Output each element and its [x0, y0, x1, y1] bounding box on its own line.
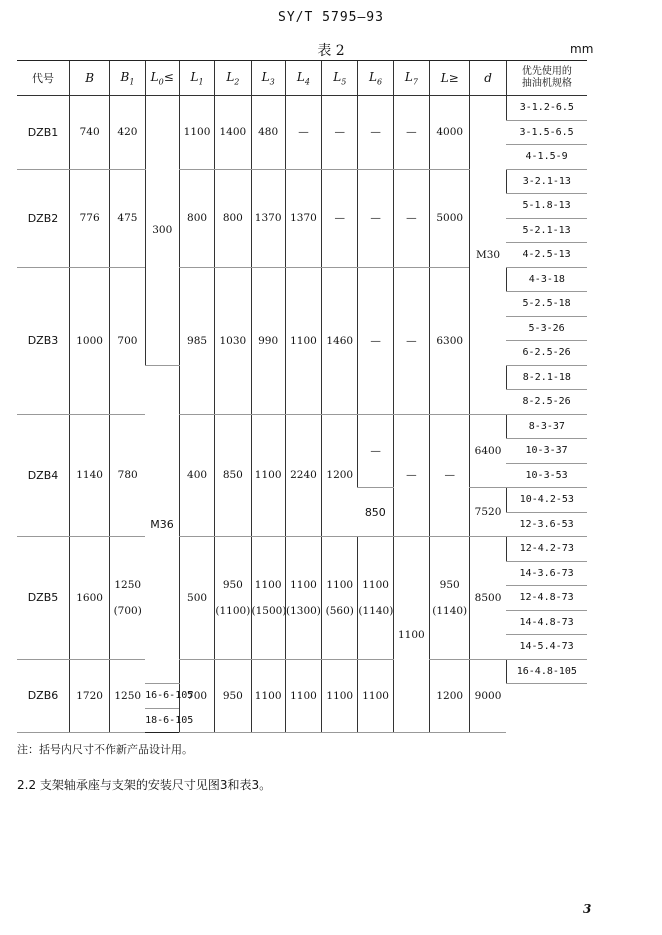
cell-b: 1600	[69, 537, 109, 660]
cell-l7: —	[393, 96, 429, 170]
cell-d-m30: M30	[470, 96, 506, 415]
cell-b1: 700	[110, 267, 145, 414]
spec-cell: 12-4.8-73	[506, 586, 587, 611]
spec-cell: 3-1.2-6.5	[506, 96, 587, 121]
dimension-table	[17, 61, 587, 733]
spec-cell: 8-3-37	[506, 414, 587, 439]
col-b1: $B_1$	[110, 61, 145, 96]
cell-l3: 1100 (1300)	[285, 537, 321, 660]
cell-l3: 480	[251, 96, 285, 170]
cell-l1: 950	[215, 659, 251, 733]
col-l6: $L_6$	[358, 61, 393, 96]
cell-l: 4000	[430, 96, 470, 170]
cell-l3: 1100	[285, 659, 321, 733]
col-l0: $L_0\le$	[145, 61, 179, 96]
cell-l2: 1100 (1500)	[251, 537, 285, 660]
cell-l0-shared: 300	[145, 96, 179, 366]
cell-l4: 1100	[322, 659, 358, 733]
cell-b: 1140	[69, 414, 109, 537]
spec-cell: 6-2.5-26	[506, 341, 587, 366]
code-cell: DZB3	[17, 267, 69, 414]
cell-l0: 500	[179, 537, 214, 660]
col-l1: $L_1$	[179, 61, 214, 96]
cell-d-m36: M36	[145, 365, 179, 684]
cell-l1: 985	[179, 267, 214, 414]
page-number: 3	[583, 902, 592, 916]
spec-cell: 3-1.5-6.5	[506, 120, 587, 145]
document-header: SY/T 5795—93	[278, 10, 384, 25]
col-spec: 优先使用的 抽油机规格	[506, 61, 587, 96]
cell-l5-b: 850	[358, 488, 393, 537]
cell-l1: 850	[215, 414, 251, 537]
header-row	[17, 61, 587, 96]
cell-b: 1000	[69, 267, 109, 414]
code-cell: DZB6	[17, 659, 69, 733]
cell-b1: 1250 (700)	[110, 537, 145, 660]
cell-l: 5000	[430, 169, 470, 267]
table-row	[17, 414, 587, 439]
spec-cell: 5-1.8-13	[506, 194, 587, 219]
spec-cell: 10-3-37	[506, 439, 587, 464]
cell-l7: —	[393, 267, 429, 414]
col-b: B	[69, 61, 109, 96]
table-title: 表 2	[317, 43, 345, 59]
spec-cell: 18-6-105	[145, 708, 179, 733]
cell-l5: —	[322, 96, 358, 170]
code-cell: DZB1	[17, 96, 69, 170]
cell-l2: 1100	[251, 659, 285, 733]
cell-l1: 800	[179, 169, 214, 267]
spec-cell: 3-2.1-13	[506, 169, 587, 194]
cell-l3: 990	[251, 267, 285, 414]
cell-l4: 1100 (560)	[322, 537, 358, 660]
cell-l3: 2240	[285, 414, 321, 537]
cell-l7: —	[393, 169, 429, 267]
cell-l5: —	[322, 169, 358, 267]
spec-cell: 10-3-53	[506, 463, 587, 488]
cell-l6: —	[393, 414, 429, 537]
cell-l1: 950 (1100)	[215, 537, 251, 660]
cell-l: 9000	[470, 659, 506, 733]
cell-l4: 1370	[285, 169, 321, 267]
cell-l7: —	[430, 414, 470, 537]
cell-b: 776	[69, 169, 109, 267]
col-l5: $L_5$	[322, 61, 358, 96]
cell-l: 6300	[430, 267, 470, 414]
cell-l6: —	[358, 267, 393, 414]
cell-l5: 1100	[358, 659, 393, 733]
table-note: 注：括号内尺寸不作新产品设计用。	[17, 743, 193, 756]
spec-cell: 10-4.2-53	[506, 488, 587, 513]
cell-l5: 1100 (1140)	[358, 537, 393, 660]
table-row	[17, 659, 587, 684]
cell-l5: 1460	[322, 267, 358, 414]
spec-cell: 14-5.4-73	[506, 635, 587, 660]
spec-cell: 14-4.8-73	[506, 610, 587, 635]
col-l3: $L_3$	[251, 61, 285, 96]
cell-l2: 1100	[251, 414, 285, 537]
code-cell: DZB2	[17, 169, 69, 267]
col-l2: $L_2$	[215, 61, 251, 96]
cell-l0: 700	[179, 659, 214, 733]
cell-l3: 1370	[251, 169, 285, 267]
spec-cell: 5-3-26	[506, 316, 587, 341]
cell-b: 1720	[69, 659, 109, 733]
cell-l7: 950 (1140)	[430, 537, 470, 660]
col-d: d	[470, 61, 506, 96]
cell-l2: 1030	[215, 267, 251, 414]
col-code: 代号	[17, 61, 69, 96]
cell-l7: 1200	[430, 659, 470, 733]
cell-l4: 1100	[285, 267, 321, 414]
code-cell: DZB5	[17, 537, 69, 660]
cell-l5-a: —	[358, 414, 393, 488]
cell-b: 740	[69, 96, 109, 170]
cell-l: 8500	[470, 537, 506, 660]
spec-cell: 5-2.5-18	[506, 292, 587, 317]
cell-l-a: 6400	[470, 414, 506, 488]
col-l7: $L_7$	[393, 61, 429, 96]
spec-cell: 8-2.1-18	[506, 365, 587, 390]
spec-cell: 4-3-18	[506, 267, 587, 292]
cell-l2: 800	[215, 169, 251, 267]
cell-l4: —	[285, 96, 321, 170]
col-l: L≥	[430, 61, 470, 96]
cell-b1: 420	[110, 96, 145, 170]
code-cell: DZB4	[17, 414, 69, 537]
cell-l6: —	[358, 169, 393, 267]
spec-cell: 12-3.6-53	[506, 512, 587, 537]
cell-l6: —	[358, 96, 393, 170]
cell-l1: 1100	[179, 96, 214, 170]
cell-b1: 475	[110, 169, 145, 267]
cell-l-b: 7520	[470, 488, 506, 537]
unit-label: mm	[570, 42, 594, 56]
table-row	[17, 96, 587, 121]
table-row	[17, 537, 587, 562]
col-l4: $L_4$	[285, 61, 321, 96]
spec-cell: 12-4.2-73	[506, 537, 587, 562]
cell-b1: 1250	[110, 659, 145, 733]
spec-cell: 5-2.1-13	[506, 218, 587, 243]
spec-cell: 4-1.5-9	[506, 145, 587, 170]
spec-cell: 16-4.8-105	[506, 659, 587, 684]
cell-l0: 400	[179, 414, 214, 537]
spec-cell: 14-3.6-73	[506, 561, 587, 586]
cell-l4: 1200	[322, 414, 358, 537]
section-heading: 2.2 支架轴承座与支架的安装尺寸见图3和表3。	[17, 778, 272, 792]
cell-l2: 1400	[215, 96, 251, 170]
spec-cell: 8-2.5-26	[506, 390, 587, 415]
cell-b1: 780	[110, 414, 145, 537]
cell-l6-shared: 1100	[393, 537, 429, 733]
spec-cell: 16-6-105	[145, 684, 179, 709]
spec-cell: 4-2.5-13	[506, 243, 587, 268]
